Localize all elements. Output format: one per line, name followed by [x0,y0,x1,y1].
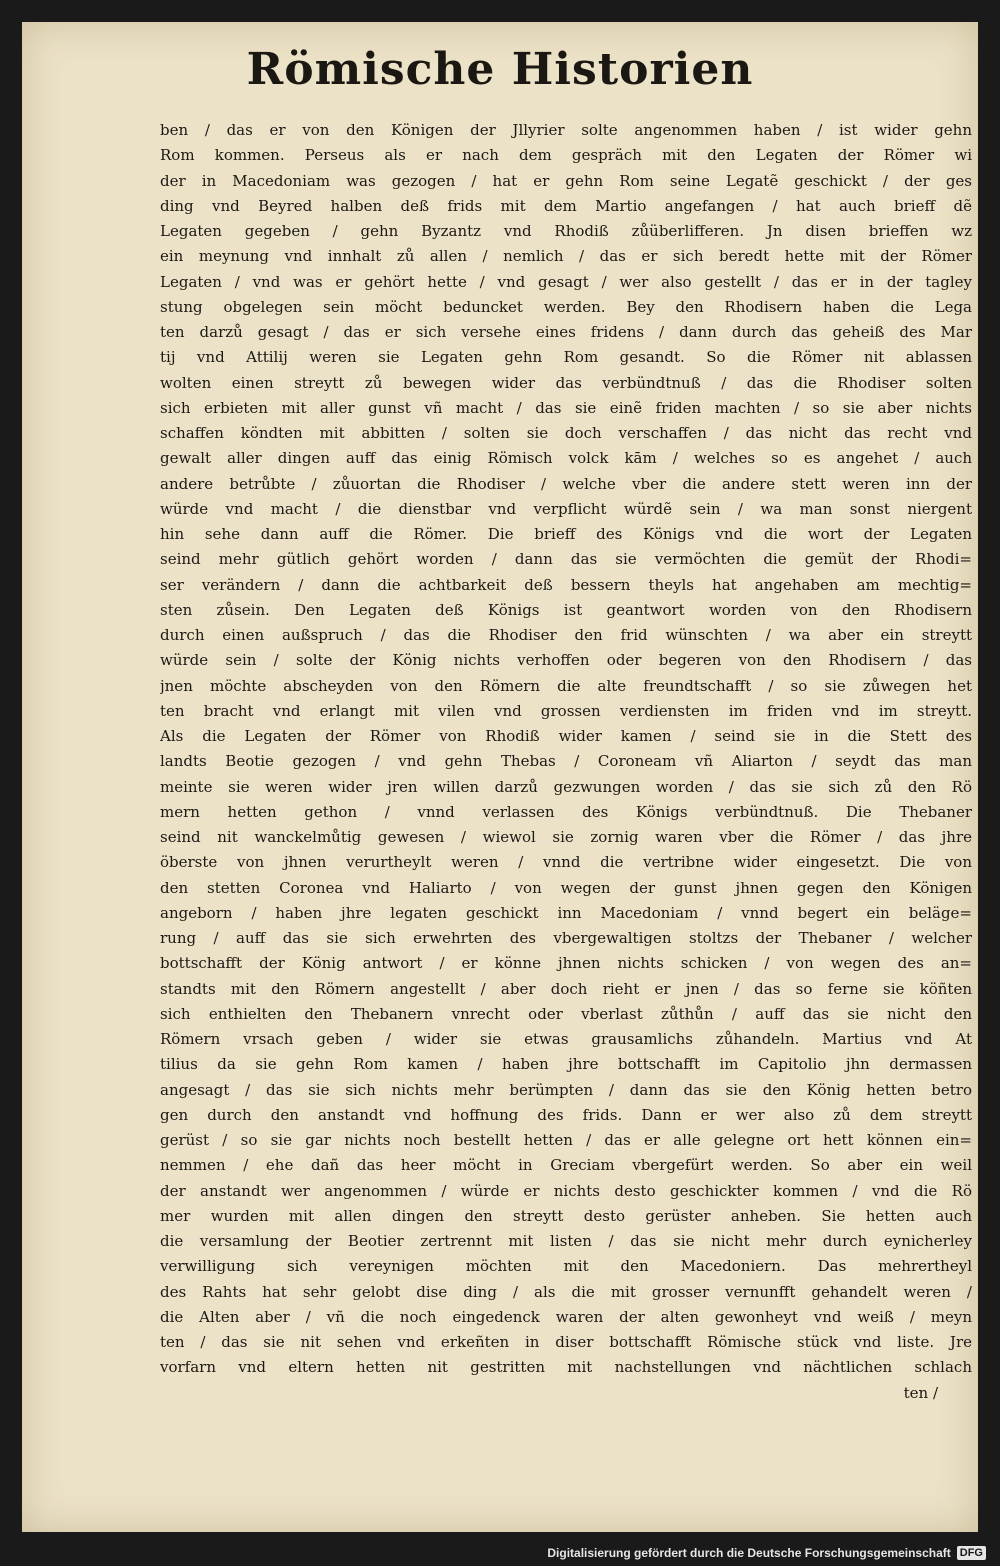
text-line: sich erbieten mit aller gunst vñ macht / das sie einẽ friden machten / so sie aber nichts [160,398,972,417]
text-line: ding vnd Beyred halben deß frids mit dem Martio angefangen / hat auch brieff dẽ [160,196,972,215]
text-line: tilius da sie gehn Rom kamen / haben jhre bottschafft im Capitolio jhn dermassen [160,1055,972,1074]
text-line: gewalt aller dingen auff das einig Römisch volck kām / welches so es angehet / auch [160,449,972,468]
text-line: hin sehe dann auff die Römer. Die brieff des Königs vnd die wort der Legaten [160,525,972,543]
page-title: Römische Historien [246,44,754,95]
text-line: landts Beotie gezogen / vnd gehn Thebas / Coroneam vñ Aliarton / seydt das man [160,752,972,771]
text-line: die Alten aber / vñ die noch eingedenck waren der alten gewonheyt vnd weiß / meyn [160,1307,972,1326]
text-line: sich enthielten den Thebanern vnrecht oder vberlast zůthůn / auff das sie nicht den [160,1004,972,1023]
text-line: ten / das sie nit sehen vnd erkeñten in diser bottschafft Römische stück vnd liste. Jre [160,1333,972,1351]
text-line: rung / auff das sie sich erwehrten des vbergewaltigen stoltzs der Thebaner / welcher [160,929,972,947]
text-line: vorfarn vnd eltern hetten nit gestritten mit nachstellungen vnd nächtlichen schlach [160,1358,972,1377]
text-line: verwilligung sich vereynigen möchten mit den Macedoniern. Das mehrertheyl [160,1257,972,1276]
text-line: schaffen köndten mit abbitten / solten sie doch verschaffen / das nicht das recht vnd [160,424,972,442]
text-line: Römern vrsach geben / wider sie etwas grausamlichs zůhandeln. Martius vnd At [160,1030,972,1048]
text-line: der in Macedoniam was gezogen / hat er gehn Rom seine Legatẽ geschickt / der ges [160,171,972,190]
text-line: ser verändern / dann die achtbarkeit deß bessern theyls hat angehaben am mechtig= [160,575,972,594]
text-line: durch einen außspruch / das die Rhodiser den frid wünschten / wa aber ein streytt [160,626,972,644]
text-line: tij vnd Attilij weren sie Legaten gehn Rom gesandt. So die Römer nit ablassen [160,348,972,367]
text-line: Legaten / vnd was er gehört hette / vnd gesagt / wer also gestellt / das er in der tagley [160,272,972,291]
text-line: ten darzů gesagt / das er sich versehe eines fridens / dann durch das geheiß des Mar [160,323,972,341]
text-line: mer wurden mit allen dingen den streytt desto gerüster anheben. Sie hetten auch [160,1206,972,1225]
text-line: seind nit wanckelmůtig gewesen / wiewol sie zornig waren vber die Römer / das jhre [160,828,972,846]
text-line: standts mit den Römern angestellt / aber doch rieht er jnen / das so ferne sie köñten [160,979,972,998]
footer-credit: Digitalisierung gefördert durch die Deutsche Forschungsgemeinschaft [547,1546,951,1560]
text-line: seind mehr gütlich gehört worden / dann das sie vermöchten die gemüt der Rhodi= [160,550,972,569]
text-line: sten zůsein. Den Legaten deß Königs ist geantwort worden von den Rhodisern [160,600,972,619]
dfg-logo: DFG [957,1546,986,1560]
text-line: ten / [903,1383,938,1402]
text-line: nemmen / ehe dañ das heer möcht in Greciam vbergefürt werden. So aber ein weil [160,1156,972,1175]
text-line: würde vnd macht / die dienstbar vnd verpflicht würdẽ sein / wa man sonst niergent [160,499,972,518]
text-line: Rom kommen. Perseus als er nach dem gespräch mit den Legaten der Römer wi [160,146,972,165]
text-line: ben / das er von den Königen der Jllyrier solte angenommen haben / ist wider gehn [160,121,972,139]
text-line: der anstandt wer angenommen / würde er nichts desto geschickter kommen / vnd die Rö [160,1181,972,1200]
text-line: andere betrůbte / zůuortan die Rhodiser / welche vber die andere stett weren inn der [160,474,972,493]
text-line: angesagt / das sie sich nichts mehr berümpten / dann das sie den König hetten betro [160,1080,972,1099]
text-line: gerüst / so sie gar nichts noch bestellt hetten / das er alle gelegne ort hett können ein= [160,1131,972,1149]
text-line: die versamlung der Beotier zertrennt mit listen / das sie nicht mehr durch eynicherley [160,1232,972,1250]
book-page [22,22,978,1532]
text-line: Als die Legaten der Römer von Rhodiß wider kamen / seind sie in die Stett des [160,727,972,745]
text-line: den stetten Coronea vnd Haliarto / von wegen der gunst jhnen gegen den Königen [160,878,972,897]
text-line: ein meynung vnd innhalt zů allen / nemlich / das er sich beredt hette mit der Römer [160,247,972,266]
body-text [160,118,972,1406]
text-line: ten bracht vnd erlangt mit vilen vnd grossen verdiensten im friden vnd im streytt. [160,701,972,720]
text-line: meinte sie weren wider jren willen darzů gezwungen worden / das sie sich zů den Rö [160,777,972,796]
text-line: Legaten gegeben / gehn Byzantz vnd Rhodiß zůüberlifferen. Jn disen brieffen wz [160,222,972,240]
text-line: jnen möchte abscheyden von den Römern die alte freundtschafft / so sie zůwegen het [160,676,972,695]
footer-bar [0,1540,1000,1566]
text-line: stung obgelegen sein möcht beduncket werden. Bey den Rhodisern haben die Lega [160,297,972,316]
text-line: gen durch den anstandt vnd hoffnung des frids. Dann er wer also zů dem streytt [160,1105,972,1124]
text-line: angeborn / haben jhre legaten geschickt inn Macedoniam / vnnd begert ein beläge= [160,903,972,922]
text-line: würde sein / solte der König nichts verhoffen oder begeren von den Rhodisern / das [160,651,972,670]
text-line: öberste von jhnen verurtheylt weren / vnnd die vertribne wider eingesetzt. Die von [160,853,972,872]
text-line: mern hetten gethon / vnnd verlassen des Königs verbündtnuß. Die Thebaner [160,802,972,821]
text-line: wolten einen streytt zů bewegen wider das verbündtnuß / das die Rhodiser solten [160,373,972,392]
text-line: bottschafft der König antwort / er könne jhnen nichts schicken / von wegen des an= [160,954,972,973]
text-line: des Rahts hat sehr gelobt dise ding / als die mit grosser vernunfft gehandelt weren / [160,1282,972,1301]
